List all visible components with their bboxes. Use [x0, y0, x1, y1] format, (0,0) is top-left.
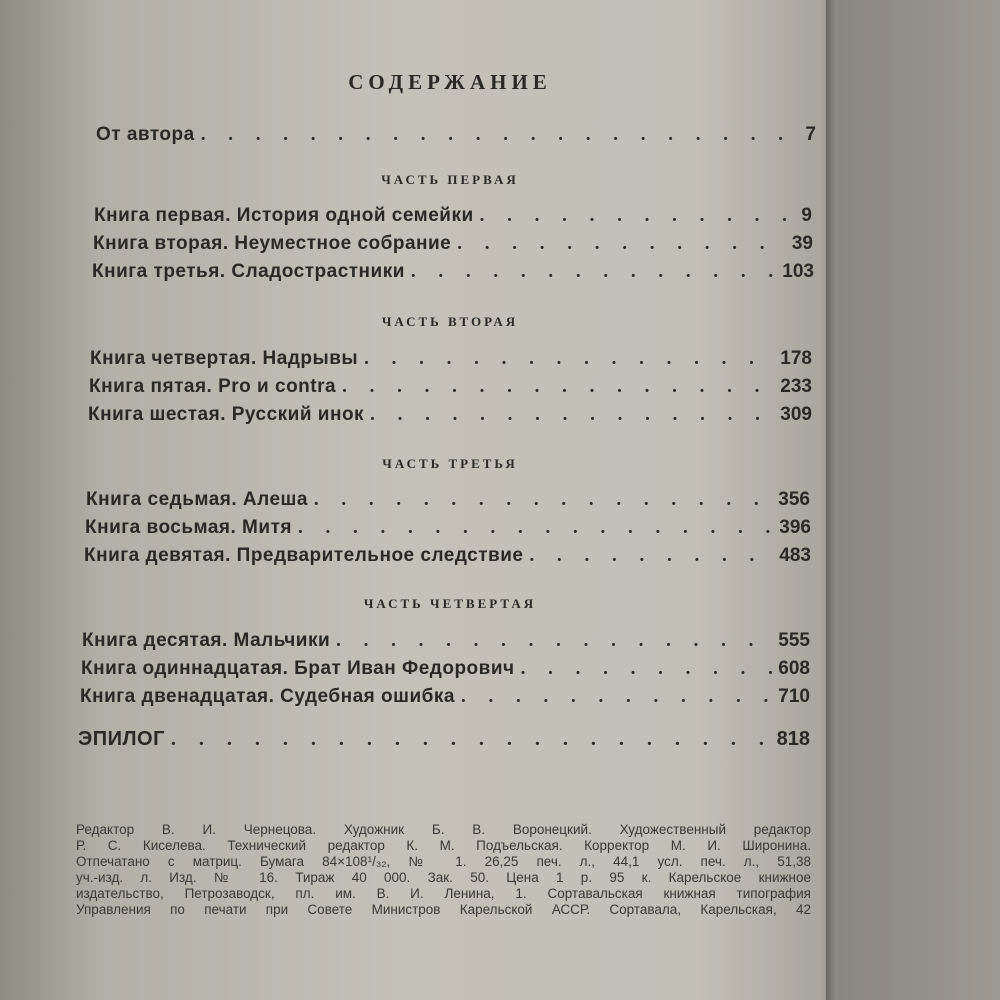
- leader-dots: [529, 545, 773, 567]
- page-edge-shadow: [826, 0, 836, 1000]
- toc-entry: [82, 630, 810, 652]
- leader-dots: [370, 404, 774, 426]
- imprint-line: уч.-изд. л. Изд. № 16. Тираж 40 000. Зак. 50. Цена 1 р. 95 к. Карельское книжное: [76, 870, 811, 885]
- entry-label: Книга седьмая. Алеша: [86, 489, 308, 510]
- leader-dots: [171, 728, 771, 751]
- entry-label: Книга двенадцатая. Судебная ошибка: [80, 686, 455, 707]
- toc-entry: [89, 376, 812, 398]
- leader-dots: [411, 261, 776, 283]
- entry-label: Книга одиннадцатая. Брат Иван Федорович: [81, 658, 515, 679]
- part-title-2: ЧАСТЬ ВТОРАЯ: [381, 314, 519, 329]
- entry-page: 9: [801, 205, 812, 226]
- leader-dots: [342, 376, 774, 398]
- entry-label: Книга четвертая. Надрывы: [90, 348, 359, 369]
- leader-dots: [314, 489, 772, 511]
- toc-entry: [86, 489, 810, 511]
- leader-dots: [298, 517, 773, 539]
- leader-dots: [336, 630, 772, 652]
- entry-page: 483: [779, 545, 811, 566]
- leader-dots: [457, 233, 786, 255]
- entry-page: 396: [779, 517, 811, 538]
- imprint-line: Отпечатано с матриц. Бумага 84×108¹/₃₂, № 1. 26,25 печ. л., 44,1 усл. печ. л., 51,38: [76, 854, 811, 869]
- entry-page: 356: [778, 489, 810, 510]
- entry-page: 103: [782, 261, 814, 282]
- entry-label: ЭПИЛОГ: [78, 728, 165, 750]
- toc-entry: [88, 404, 812, 426]
- entry-page: 710: [778, 686, 810, 707]
- entry-label: Книга десятая. Мальчики: [82, 630, 331, 651]
- entry-page: 309: [780, 404, 812, 425]
- part-title-4: ЧАСТЬ ЧЕТВЕРТАЯ: [363, 596, 537, 611]
- entry-label: Книга восьмая. Митя: [85, 517, 292, 538]
- toc-entry-foreword: [96, 124, 816, 146]
- entry-page: 555: [778, 630, 810, 651]
- imprint-line: Управления по печати при Совете Министров Карельской АССР. Сортавала, Карельская, 42: [76, 902, 811, 917]
- leader-dots: [201, 124, 800, 146]
- imprint-line: издательство, Петрозаводск, пл. им. В. И. Ленина, 1. Сортавальская книжная типография: [76, 886, 811, 901]
- leader-dots: [521, 658, 773, 680]
- toc-entry: [90, 348, 812, 370]
- entry-page: 7: [805, 124, 816, 145]
- entry-label: Книга пятая. Pro и contra: [89, 376, 337, 397]
- imprint-block: [76, 822, 811, 918]
- leader-dots: [461, 686, 772, 708]
- entry-label: Книга девятая. Предварительное следствие: [84, 545, 524, 566]
- toc-entry: [81, 658, 810, 680]
- entry-label: Книга шестая. Русский инок: [88, 404, 365, 425]
- toc-entry: [84, 545, 811, 567]
- imprint-line: Р. С. Киселева. Технический редактор К. М. Подъельская. Корректор М. И. Широнина.: [76, 838, 811, 853]
- entry-label: От автора: [96, 124, 195, 145]
- entry-page: 178: [780, 348, 812, 369]
- toc-entry-epilogue: [78, 728, 810, 751]
- part-title-3: ЧАСТЬ ТРЕТЬЯ: [382, 456, 518, 471]
- entry-page: 233: [780, 376, 812, 397]
- toc-entry: [93, 233, 813, 255]
- toc-entry: [94, 205, 812, 227]
- leader-dots: [364, 348, 774, 370]
- part-title-1: ЧАСТЬ ПЕРВАЯ: [381, 172, 519, 187]
- entry-label: Книга вторая. Неуместное собрание: [93, 233, 452, 254]
- toc-entry: [92, 261, 814, 283]
- toc-entry: [85, 517, 811, 539]
- toc-title: СОДЕРЖАНИЕ: [348, 70, 552, 94]
- entry-page: 818: [776, 728, 810, 750]
- leader-dots: [480, 205, 796, 227]
- entry-label: Книга третья. Сладострастники: [92, 261, 405, 282]
- toc-entry: [80, 686, 810, 708]
- entry-page: 608: [778, 658, 810, 679]
- imprint-line: Редактор В. И. Чернецова. Художник Б. В. Воронецкий. Художественный редактор: [76, 822, 811, 837]
- entry-page: 39: [791, 233, 813, 254]
- entry-label: Книга первая. История одной семейки: [94, 205, 474, 226]
